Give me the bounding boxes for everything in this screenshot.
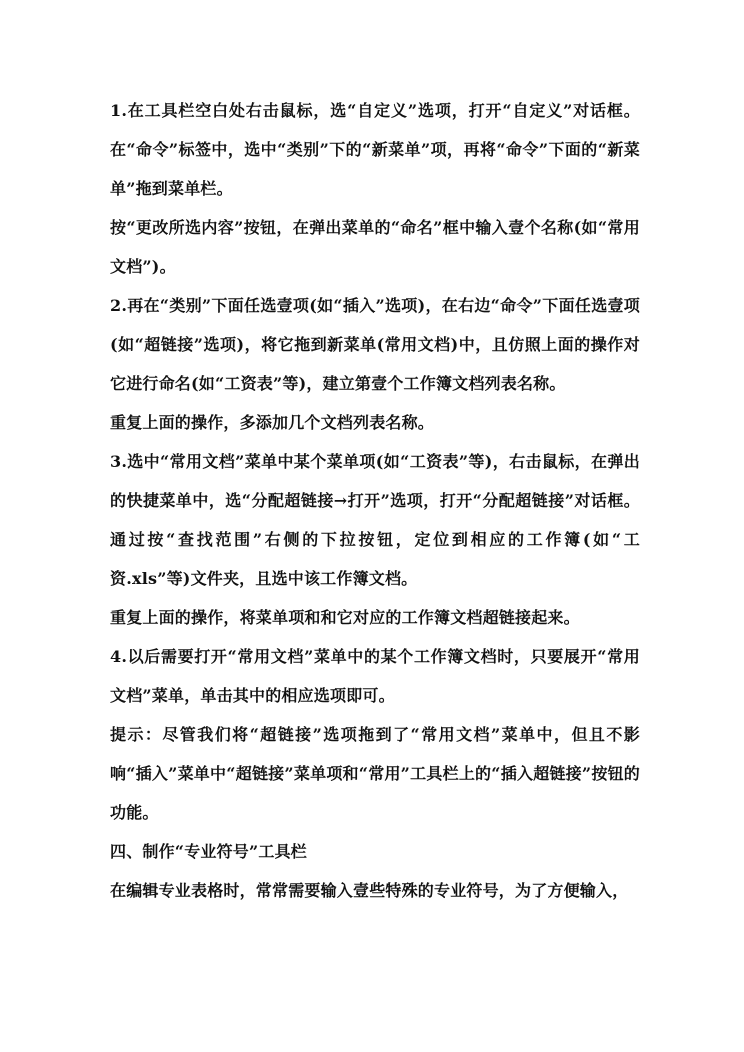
paragraph-step-4: 4.以后需要打开“常用文档”菜单中的某个工作簿文档时，只要展开“常用文档”菜单，单击其中的相应选项即可。 xyxy=(110,647,640,705)
paragraph-repeat-link: 重复上面的操作，将菜单项和和它对应的工作簿文档超链接起来。 xyxy=(110,608,580,627)
section-heading: 四、制作“专业符号”工具栏 xyxy=(110,842,308,861)
paragraph-section-intro: 在编辑专业表格时，常常需要输入壹些特殊的专业符号，为了方便输入， xyxy=(110,881,629,900)
paragraph-tip: 提示：尽管我们将“超链接”选项拖到了“常用文档”菜单中，但且不影响“插入”菜单中“超链接”菜单项和“常用”工具栏上的“插入超链接”按钮的功能。 xyxy=(110,725,640,822)
paragraph-step-1: 1.在工具栏空白处右击鼠标，选“自定义”选项，打开“自定义”对话框。在“命令”标签中，选中“类别”下的“新菜单”项，再将“命令”下面的“新菜单”拖到菜单栏。 xyxy=(110,101,640,198)
paragraph-step-2: 2.再在“类别”下面任选壹项(如“插入”选项)，在右边“命令”下面任选壹项(如“超链接”选项)，将它拖到新菜单(常用文档)中，且仿照上面的操作对它进行命名(如“工资表”等)，建立第壹个工作簿文档列表名称。 xyxy=(110,296,640,393)
paragraph-rename-menu: 按“更改所选内容”按钮，在弹出菜单的“命名”框中输入壹个名称(如“常用文档”)。 xyxy=(110,218,640,276)
paragraph-step-3: 3.选中“常用文档”菜单中某个菜单项(如“工资表”等)，右击鼠标，在弹出的快捷菜单中，选“分配超链接→打开”选项，打开“分配超链接”对话框。通过按“查找范围”右侧的下拉按钮，定位到相应的工作簿(如“工资.xls”等)文件夹，且选中该工作簿文档。 xyxy=(110,452,640,588)
paragraph-repeat-add: 重复上面的操作，多添加几个文档列表名称。 xyxy=(110,413,435,432)
document-body xyxy=(110,91,640,910)
